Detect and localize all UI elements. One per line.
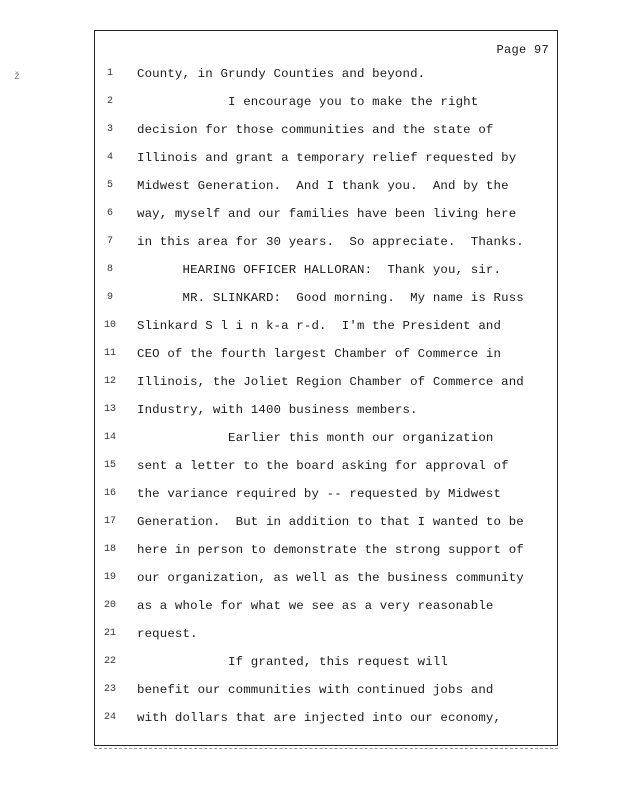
transcript-line: Slinkard S l i n k-a r-d. I'm the President and	[137, 319, 502, 333]
line-number: 20	[103, 600, 116, 611]
line-number: 7	[106, 236, 113, 247]
transcript-line: Illinois, the Joliet Region Chamber of Commerce and	[137, 375, 524, 389]
line-number: 3	[106, 124, 113, 135]
transcript-line: request.	[137, 627, 198, 641]
line-number: 23	[103, 684, 116, 695]
line-number: 18	[103, 544, 116, 555]
transcript-line: CEO of the fourth largest Chamber of Commerce in	[137, 347, 502, 361]
transcript-line: as a whole for what we see as a very reasonable	[137, 599, 494, 613]
transcript-line: the variance required by -- requested by Midwest	[137, 487, 502, 501]
line-number: 21	[103, 628, 116, 639]
line-number: 14	[103, 432, 116, 443]
page-number: Page 97	[496, 43, 549, 57]
transcript-line: Earlier this month our organization	[137, 431, 494, 445]
line-number: 10	[103, 320, 116, 331]
line-number: 16	[103, 488, 116, 499]
line-number: 12	[103, 376, 116, 387]
transcript-line: If granted, this request will	[137, 655, 449, 669]
line-number: 6	[106, 208, 113, 219]
transcript-line: MR. SLINKARD: Good morning. My name is Russ	[137, 291, 524, 305]
line-number: 8	[106, 264, 113, 275]
transcript-line: our organization, as well as the business community	[137, 571, 524, 585]
line-number: 22	[103, 656, 116, 667]
transcript-line: benefit our communities with continued jobs and	[137, 683, 494, 697]
transcript-line: Midwest Generation. And I thank you. And by the	[137, 179, 509, 193]
scan-artifact: ž	[14, 72, 21, 83]
transcript-line: County, in Grundy Counties and beyond.	[137, 67, 426, 81]
transcript-line: here in person to demonstrate the strong support of	[137, 543, 524, 557]
line-number: 5	[106, 180, 113, 191]
scan-bottom-edge	[94, 748, 558, 752]
line-number: 13	[103, 404, 116, 415]
transcript-line: with dollars that are injected into our economy,	[137, 711, 502, 725]
line-number: 19	[103, 572, 116, 583]
line-number: 15	[103, 460, 116, 471]
transcript-line: sent a letter to the board asking for approval of	[137, 459, 509, 473]
transcript-line: HEARING OFFICER HALLORAN: Thank you, sir.	[137, 263, 502, 277]
line-number: 11	[103, 348, 116, 359]
transcript-line: Generation. But in addition to that I wanted to be	[137, 515, 524, 529]
transcript-line: Illinois and grant a temporary relief requested by	[137, 151, 517, 165]
line-number: 24	[103, 712, 116, 723]
line-number: 1	[106, 68, 113, 79]
transcript-line: in this area for 30 years. So appreciate. Thanks.	[137, 235, 524, 249]
line-number: 4	[106, 152, 113, 163]
transcript-line: I encourage you to make the right	[137, 95, 479, 109]
transcript-line: decision for those communities and the state of	[137, 123, 494, 137]
line-number: 2	[106, 96, 113, 107]
transcript-line: Industry, with 1400 business members.	[137, 403, 418, 417]
line-number: 17	[103, 516, 116, 527]
transcript-line: way, myself and our families have been living here	[137, 207, 517, 221]
line-number: 9	[106, 292, 113, 303]
